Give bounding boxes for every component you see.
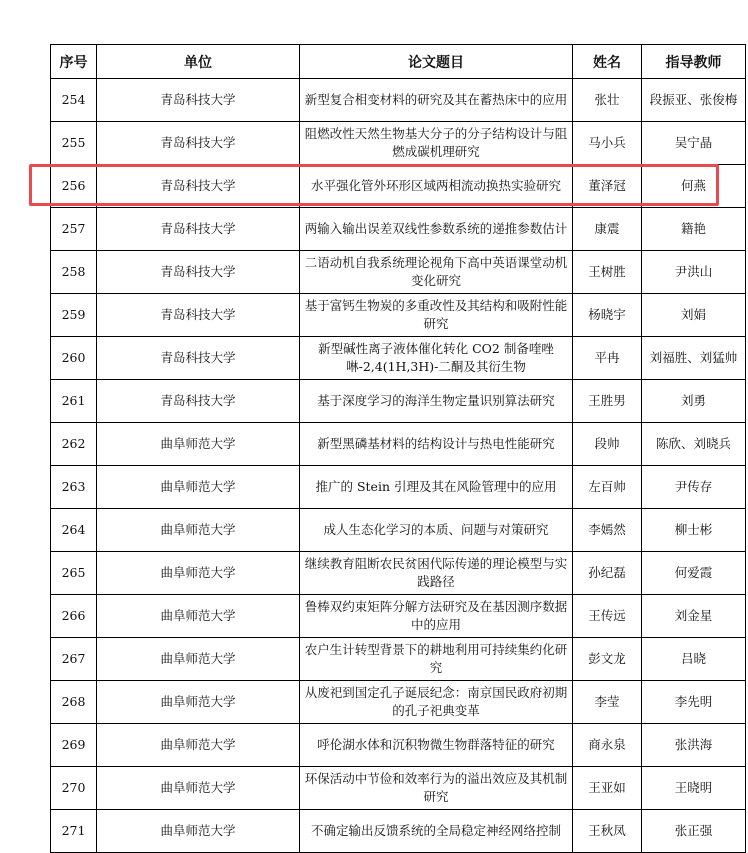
table-row [51,208,746,251]
cell-no: 264 [51,509,97,552]
cell-title: 基于深度学习的海洋生物定量识别算法研究 [300,380,573,423]
cell-unit: 曲阜师范大学 [97,767,300,810]
cell-title: 成人生态化学习的本质、问题与对策研究 [300,509,573,552]
cell-no: 269 [51,724,97,767]
cell-advisor: 尹传存 [642,466,746,509]
header-name: 姓名 [573,45,642,79]
cell-advisor: 何爱霞 [642,552,746,595]
table-row [51,251,746,294]
cell-name: 左百帅 [573,466,642,509]
cell-no: 265 [51,552,97,595]
table-row [51,724,746,767]
table-row [51,165,746,208]
table-row [51,380,746,423]
cell-advisor: 张洪海 [642,724,746,767]
thesis-table-container [50,44,738,853]
cell-name: 王传远 [573,595,642,638]
cell-title: 从废祀到国定孔子诞辰纪念：南京国民政府初期的孔子祀典变革 [300,681,573,724]
table-row [51,294,746,337]
cell-unit: 曲阜师范大学 [97,466,300,509]
cell-name: 段帅 [573,423,642,466]
cell-name: 李莹 [573,681,642,724]
cell-no: 257 [51,208,97,251]
table-row [51,79,746,122]
cell-name: 彭文龙 [573,638,642,681]
cell-advisor: 柳士彬 [642,509,746,552]
table-row [51,767,746,810]
cell-advisor: 刘金星 [642,595,746,638]
table-row [51,810,746,853]
cell-name: 康震 [573,208,642,251]
cell-no: 262 [51,423,97,466]
cell-title: 新型复合相变材料的研究及其在蓄热床中的应用 [300,79,573,122]
cell-title: 鲁棒双约束矩阵分解方法研究及在基因测序数据中的应用 [300,595,573,638]
cell-title: 基于富钙生物炭的多重改性及其结构和吸附性能研究 [300,294,573,337]
cell-unit: 曲阜师范大学 [97,552,300,595]
cell-advisor: 何燕 [642,165,746,208]
cell-name: 王树胜 [573,251,642,294]
cell-unit: 曲阜师范大学 [97,724,300,767]
cell-advisor: 刘福胜、刘猛帅 [642,337,746,380]
cell-no: 259 [51,294,97,337]
header-advisor: 指导教师 [642,45,746,79]
cell-no: 254 [51,79,97,122]
cell-title: 两输入输出误差双线性参数系统的递推参数估计 [300,208,573,251]
cell-no: 261 [51,380,97,423]
table-row [51,638,746,681]
cell-no: 260 [51,337,97,380]
cell-name: 董泽冠 [573,165,642,208]
cell-title: 水平强化管外环形区域两相流动换热实验研究 [300,165,573,208]
cell-unit: 曲阜师范大学 [97,810,300,853]
cell-name: 张壮 [573,79,642,122]
table-row [51,552,746,595]
cell-name: 王胜男 [573,380,642,423]
cell-advisor: 刘娟 [642,294,746,337]
header-title: 论文题目 [300,45,573,79]
cell-no: 255 [51,122,97,165]
cell-no: 258 [51,251,97,294]
cell-name: 李嫣然 [573,509,642,552]
cell-title: 不确定输出反馈系统的全局稳定神经网络控制 [300,810,573,853]
table-row [51,681,746,724]
cell-unit: 青岛科技大学 [97,337,300,380]
cell-unit: 青岛科技大学 [97,380,300,423]
table-row [51,337,746,380]
cell-title: 二语动机自我系统理论视角下高中英语课堂动机变化研究 [300,251,573,294]
cell-no: 271 [51,810,97,853]
cell-name: 孙纪磊 [573,552,642,595]
cell-no: 270 [51,767,97,810]
table-row [51,509,746,552]
header-row [51,45,746,79]
cell-title: 阻燃改性天然生物基大分子的分子结构设计与阻燃成碳机理研究 [300,122,573,165]
cell-unit: 曲阜师范大学 [97,509,300,552]
cell-unit: 青岛科技大学 [97,79,300,122]
cell-title: 推广的 Stein 引理及其在风险管理中的应用 [300,466,573,509]
table-row [51,595,746,638]
header-no: 序号 [51,45,97,79]
cell-advisor: 吕晓 [642,638,746,681]
cell-unit: 青岛科技大学 [97,122,300,165]
cell-unit: 青岛科技大学 [97,165,300,208]
cell-unit: 青岛科技大学 [97,294,300,337]
cell-title: 农户生计转型背景下的耕地利用可持续集约化研究 [300,638,573,681]
cell-unit: 曲阜师范大学 [97,595,300,638]
cell-name: 王秋凤 [573,810,642,853]
thesis-table [50,44,746,853]
cell-advisor: 籍艳 [642,208,746,251]
cell-advisor: 刘勇 [642,380,746,423]
cell-advisor: 李先明 [642,681,746,724]
cell-name: 马小兵 [573,122,642,165]
cell-advisor: 尹洪山 [642,251,746,294]
cell-title: 继续教育阻断农民贫困代际传递的理论模型与实践路径 [300,552,573,595]
cell-name: 平冉 [573,337,642,380]
cell-unit: 曲阜师范大学 [97,681,300,724]
cell-no: 268 [51,681,97,724]
cell-no: 266 [51,595,97,638]
cell-no: 256 [51,165,97,208]
cell-unit: 青岛科技大学 [97,251,300,294]
cell-advisor: 段振亚、张俊梅 [642,79,746,122]
cell-name: 杨晓宇 [573,294,642,337]
cell-name: 王亚如 [573,767,642,810]
cell-advisor: 吴宁晶 [642,122,746,165]
cell-title: 新型黑磷基材料的结构设计与热电性能研究 [300,423,573,466]
cell-advisor: 陈欣、刘晓兵 [642,423,746,466]
cell-advisor: 王晓明 [642,767,746,810]
table-body [51,79,746,853]
cell-unit: 曲阜师范大学 [97,423,300,466]
cell-no: 263 [51,466,97,509]
cell-title: 环保活动中节俭和效率行为的溢出效应及其机制研究 [300,767,573,810]
cell-title: 呼伦湖水体和沉积物微生物群落特征的研究 [300,724,573,767]
table-row [51,466,746,509]
cell-unit: 曲阜师范大学 [97,638,300,681]
cell-unit: 青岛科技大学 [97,208,300,251]
table-row [51,423,746,466]
cell-advisor: 张正强 [642,810,746,853]
cell-name: 商永泉 [573,724,642,767]
cell-title: 新型碱性离子液体催化转化 CO2 制备喹唑啉-2,4(1H,3H)-二酮及其衍生物 [300,337,573,380]
cell-no: 267 [51,638,97,681]
table-row [51,122,746,165]
header-unit: 单位 [97,45,300,79]
